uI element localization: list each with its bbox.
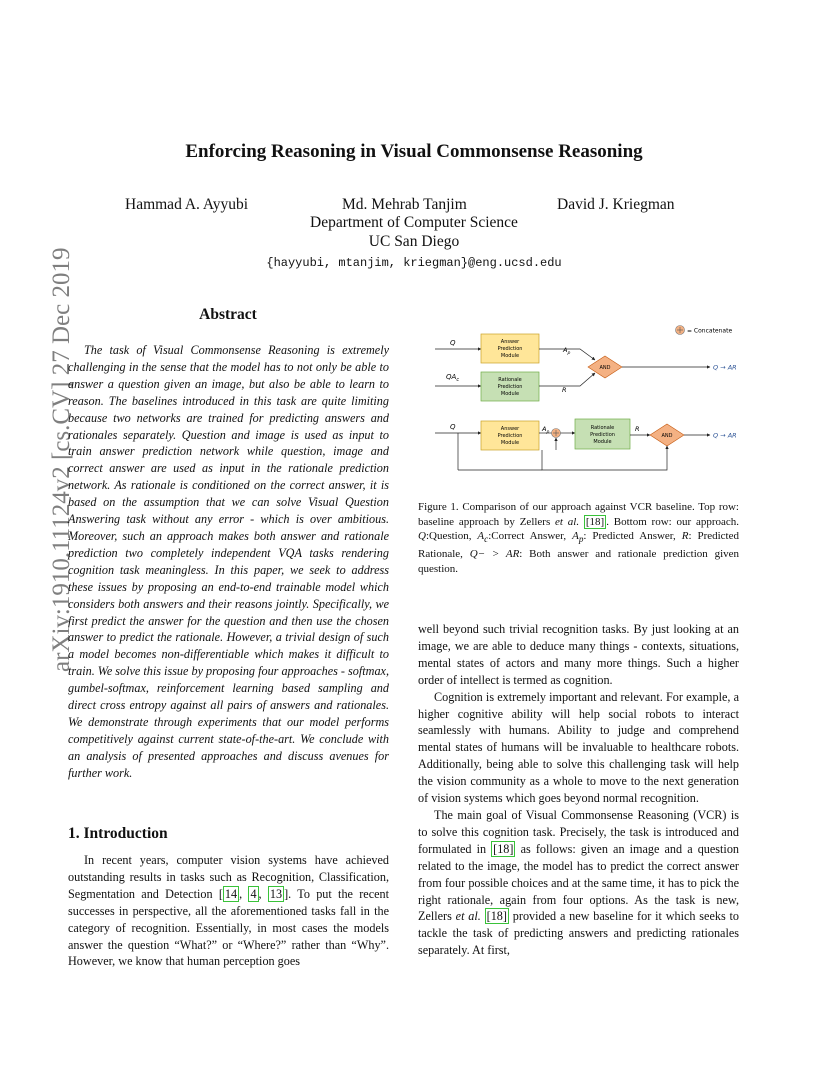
box-label: Module [500, 440, 520, 446]
box-label: Prediction [497, 433, 523, 439]
input-q: Q [450, 339, 456, 347]
abstract-heading: Abstract [199, 306, 257, 323]
text-span: ]. To put the recent successes in perspective, all the aforementioned tasks fall in the category of recognition. Essentially, in most cases the models answer the question “What?” or “Where?” rather than “Why”. However, we know that human perception goes [68, 886, 390, 969]
citation-link[interactable]: [18] [486, 909, 507, 924]
legend-label: = Concatenate [687, 327, 733, 335]
affiliation-department: Department of Computer Science [310, 214, 518, 231]
box-label: Module [593, 439, 612, 445]
arxiv-identifier: arXiv:1910.11124v2 [cs.CV] 27 Dec 2019 [48, 247, 75, 672]
output-label: Q → AR [713, 363, 737, 372]
right-column-body [418, 621, 739, 959]
box-label: Rationale [498, 377, 522, 383]
intro-paragraph: In recent years, computer vision systems have achieved outstanding results in tasks such as Recognition, Classification, Segmentation and Detection [ 14 , 4 , 13 ]. To put the recent successes in perspective, all the aforementioned tasks fall in the category of recognition. Essentially, in most cases the models answer the question “What?” or “Where?” rather than “Why”. However, we know that human perception goes [68, 853, 390, 969]
label-r: R [562, 386, 567, 394]
citation-link[interactable]: [18] [493, 841, 514, 856]
citation-link[interactable]: 4 [250, 886, 257, 901]
box-label: Module [500, 391, 520, 397]
label-r: R [635, 425, 640, 433]
output-label: Q → AR [713, 431, 737, 440]
box-label: Prediction [590, 432, 615, 438]
box-label: Answer [500, 426, 520, 432]
and-label: AND [599, 365, 611, 371]
author-name: David J. Kriegman [557, 196, 675, 213]
paper-title: Enforcing Reasoning in Visual Commonsense Reasoning [185, 141, 643, 162]
box-label: Prediction [497, 346, 523, 352]
affiliation-university: UC San Diego [368, 233, 460, 250]
label-ap: $A_p$ [563, 346, 571, 356]
author-name: Md. Mehrab Tanjim [342, 196, 467, 213]
intro-paragraph: well beyond such trivial recognition tasks. By just looking at an image, we are able to deduce many things - contexts, situations, mental states of actors and many more things. Such a higher order of intellect is termed as cognition. [418, 622, 739, 687]
citation-link[interactable]: [18] [585, 515, 605, 528]
author-name: Hammad A. Ayyubi [125, 196, 249, 213]
label-ap: $A_p$ [542, 425, 550, 435]
figure-diagram [430, 322, 760, 477]
citation-link[interactable]: 13 [269, 886, 283, 901]
concatenate-legend [676, 326, 733, 335]
box-label: Answer [500, 339, 520, 345]
box-label: Rationale [590, 425, 615, 431]
and-label: AND [661, 433, 673, 439]
intro-paragraph: The main goal of Visual Commonsense Reasoning (VCR) is to solve this cognition task. Precisely, the task is introduced and formulated in [18] as follows: given an image and a question related to the image, the model has to predict the correct answer from four possible choices and at the same time, it has to pick the right rationale, again from four options. As the task is new, Zellers et al. [18] provided a new baseline for it which seeks to tackle the task of predicting answers and predicting rationales separately. At first, [418, 807, 740, 958]
section-heading: 1. Introduction [68, 825, 168, 842]
input-qac: $QA_c$ [446, 373, 460, 383]
abstract-body: The task of Visual Commonsense Reasoning is extremely challenging in the sense that the model has to not only be able to answer a question given an image, but also be able to learn to reason. The baselines introduced in this task are quite limiting because two networks are trained for predicting answers and rationales separately. Question and image is used as input to train answer prediction network while question, image and correct answer are used as input in the rationale prediction network. As rationale is conditioned on the correct answer, it is based on the assumption that we can solve Visual Question Answering task without any error - which is over ambitious. Moreover, such an approach makes both answer and rationale prediction two completely independent VQA tasks rendering cognition task meaningless. In this paper, we seek to address these issues by proposing an end-to-end trainable model which considers both answers and their reasons jointly. Specifically, we first predict the answer for the question and then use the chosen answer to predict the rationale. However, a trivial design of such a model becomes non-differentiable which makes it difficult to train. We solve this issue by proposing four approaches - softmax, gumbel-softmax, reinforcement learning based sampling and direct cross entropy against all pairs of answers and rationales. We demonstrate through experiments that our model performs competitively against current state-of-the-art. We conclude with an analysis of presented approaches and discuss avenues for further work. [68, 343, 389, 780]
intro-paragraph: Cognition is extremely important and relevant. For example, a higher cognitive ability will help social robots to interact seamlessly with humans. Ability to judge and comprehend mental states of humans will be invaluable to healthcare robots. Additionally, being able to solve this challenging task will help the vision community as a whole to move to the next generation of vision systems which goes beyond normal recognition. [418, 689, 739, 806]
input-q: Q [450, 423, 456, 431]
box-label: Module [500, 353, 520, 359]
citation-link[interactable]: 14 [224, 886, 238, 901]
box-label: Prediction [497, 384, 523, 390]
author-emails: {hayyubi, mtanjim, kriegman}@eng.ucsd.edu [266, 256, 562, 270]
figure-caption: Figure 1. Comparison of our approach against VCR baseline. Top row: baseline approach by Zellers et al. [18] . Bottom row: our approach. Q:Question, $A_c:Correct$ Answer, $A_p$: Predicted Answer, R: Predicted Rationale, Q− > AR: Both answer and rationale prediction given question. [418, 501, 740, 575]
text-span: In recent years, computer vision systems have achieved outstanding results in tasks such as Recognition, Classification, Segmentation and Detection [ [68, 853, 389, 901]
